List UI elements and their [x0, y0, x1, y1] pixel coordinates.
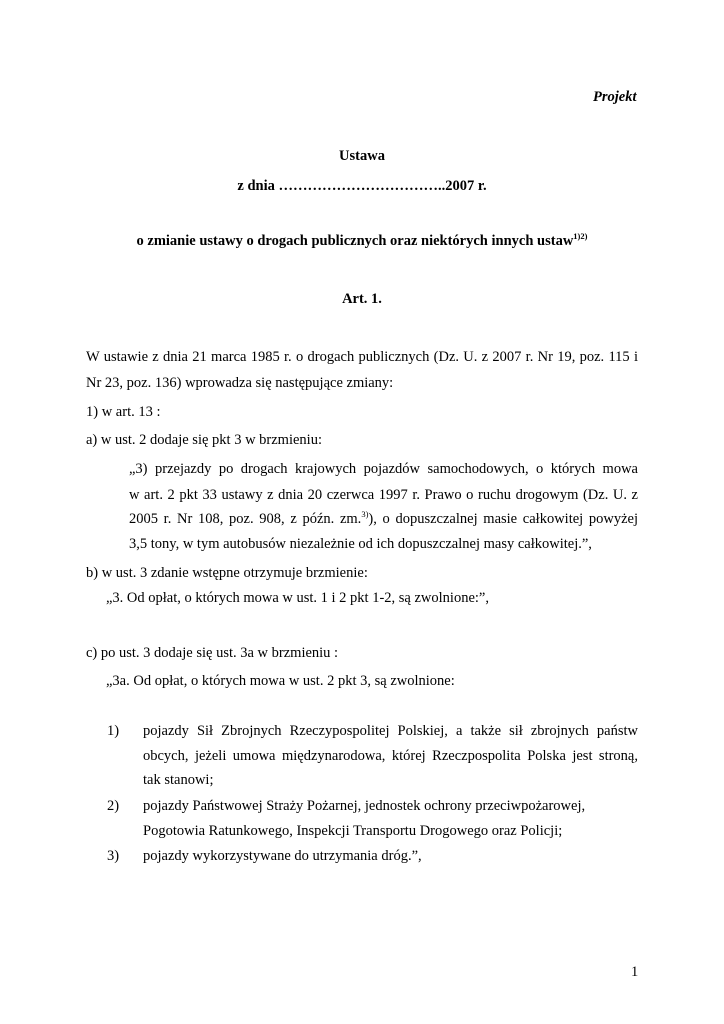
list-item-1-line-3: tak stanowi; — [143, 772, 214, 788]
intro-line-2: Nr 23, poz. 136) wprowadza się następujące zmiany: — [86, 375, 394, 391]
list-item-3-line-1: pojazdy wykorzystywane do utrzymania dróg.”, — [143, 848, 422, 864]
act-subject-footnote: 1)2) — [573, 231, 588, 242]
point-b: b) w ust. 3 zdanie wstępne otrzymuje brzmienie: — [86, 565, 368, 581]
article-heading: Art. 1. — [342, 291, 382, 307]
page-number: 1 — [631, 964, 639, 980]
list-item-2-number: 2) — [107, 798, 120, 814]
list-item-1-line-1: pojazdy Sił Zbrojnych Rzeczypospolitej Polskiej, a także sił zbrojnych państw — [143, 723, 638, 739]
quote3-line-3 — [129, 511, 638, 528]
quote3-line-2: w art. 2 pkt 33 ustawy z dnia 20 czerwca 1997 r. Prawo o ruchu drogowym (Dz. U. z — [129, 487, 638, 503]
act-subject — [0, 233, 724, 250]
act-date-line: z dnia ……………………………..2007 r. — [237, 178, 487, 194]
point-c: c) po ust. 3 dodaje się ust. 3a w brzmieniu : — [86, 645, 339, 661]
projekt-label: Projekt — [593, 89, 637, 105]
point-a: a) w ust. 2 dodaje się pkt 3 w brzmieniu: — [86, 432, 322, 448]
quote3-line-3-pre: 2005 r. Nr 108, poz. 908, z późn. zm. — [129, 511, 362, 527]
quote-c: „3a. Od opłat, o których mowa w ust. 2 pkt 3, są zwolnione: — [106, 673, 455, 689]
act-subject-text: o zmianie ustawy o drogach publicznych oraz niektórych innych ustaw — [136, 233, 574, 249]
intro-line-1: W ustawie z dnia 21 marca 1985 r. o drogach publicznych (Dz. U. z 2007 r. Nr 19, poz. 115 i — [86, 349, 638, 365]
quote3-line-4: 3,5 tony, w tym autobusów niezależnie od ich dopuszczalnej masy całkowitej.”, — [129, 536, 592, 552]
list-item-1-number: 1) — [107, 723, 120, 739]
list-item-2-line-1: pojazdy Państwowej Straży Pożarnej, jednostek ochrony przeciwpożarowej, — [143, 798, 586, 814]
quote3-footnote: 3) — [361, 509, 369, 520]
list-item-2-line-2: Pogotowia Ratunkowego, Inspekcji Transportu Drogowego oraz Policji; — [143, 823, 563, 839]
point-1: 1) w art. 13 : — [86, 404, 161, 420]
list-item-3-number: 3) — [107, 848, 120, 864]
quote-b: „3. Od opłat, o których mowa w ust. 1 i 2 pkt 1-2, są zwolnione:”, — [106, 590, 489, 606]
quote3-line-3-post: ), o dopuszczalnej masie całkowitej powyżej — [368, 511, 638, 527]
act-title: Ustawa — [339, 148, 385, 164]
quote3-line-1: „3) przejazdy po drogach krajowych pojazdów samochodowych, o których mowa — [129, 461, 638, 477]
list-item-1-line-2: obcych, jeżeli umowa międzynarodowa, której Rzeczpospolita Polska jest stroną, — [143, 748, 638, 764]
